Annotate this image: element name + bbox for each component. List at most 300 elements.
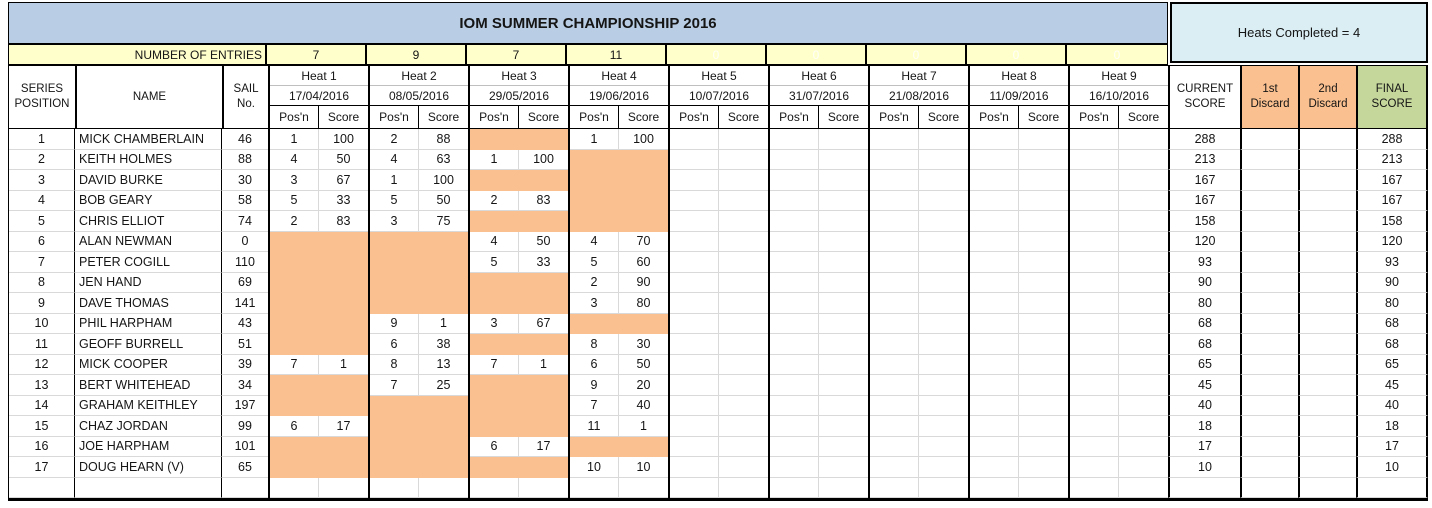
cell-heat-1-score[interactable] xyxy=(319,478,368,499)
cell-final-score[interactable]: 68 xyxy=(1356,334,1428,355)
cell-heat-4-score[interactable]: 50 xyxy=(619,355,668,376)
heat-9-posn-header[interactable]: Pos'n xyxy=(1070,106,1119,128)
entries-count-heat-4[interactable]: 11 xyxy=(567,45,667,64)
cell-heat-3-score[interactable]: 100 xyxy=(519,150,568,171)
cell-heat-3-posn[interactable]: 4 xyxy=(470,232,519,253)
cell-heat-8-posn[interactable] xyxy=(970,457,1019,478)
cell-name[interactable] xyxy=(75,478,222,499)
cell-final-score[interactable]: 80 xyxy=(1356,293,1428,314)
cell-heat-5-score[interactable] xyxy=(719,129,768,150)
cell-heat-8-posn[interactable] xyxy=(970,478,1019,499)
cell-heat-5-score[interactable] xyxy=(719,170,768,191)
heat-8-name[interactable]: Heat 8 xyxy=(970,66,1068,86)
heat-4-name[interactable]: Heat 4 xyxy=(570,66,668,86)
cell-heat-2-blocked[interactable] xyxy=(370,457,468,478)
cell-current-score[interactable]: 10 xyxy=(1168,457,1240,478)
cell-heat-3-posn[interactable]: 1 xyxy=(470,150,519,171)
cell-series-position[interactable]: 2 xyxy=(9,150,75,171)
cell-heat-6-posn[interactable] xyxy=(770,273,819,294)
cell-heat-4-blocked[interactable] xyxy=(570,437,668,458)
cell-heat-9-score[interactable] xyxy=(1119,437,1168,458)
cell-heat-6-posn[interactable] xyxy=(770,334,819,355)
cell-heat-7-posn[interactable] xyxy=(870,191,919,212)
cell-heat-1-blocked[interactable] xyxy=(270,293,368,314)
cell-heat-1-score[interactable]: 100 xyxy=(319,129,368,150)
cell-heat-3-posn[interactable]: 5 xyxy=(470,252,519,273)
cell-first-discard[interactable] xyxy=(1240,396,1298,417)
cell-heat-6-score[interactable] xyxy=(819,334,868,355)
cell-heat-1-posn[interactable]: 5 xyxy=(270,191,319,212)
cell-heat-3-score[interactable]: 1 xyxy=(519,355,568,376)
cell-heat-1-posn[interactable]: 4 xyxy=(270,150,319,171)
cell-heat-2-posn[interactable]: 9 xyxy=(370,314,419,335)
cell-heat-4-posn[interactable]: 9 xyxy=(570,375,619,396)
cell-heat-6-score[interactable] xyxy=(819,314,868,335)
cell-heat-7-posn[interactable] xyxy=(870,170,919,191)
cell-heat-5-posn[interactable] xyxy=(670,293,719,314)
cell-heat-4-posn[interactable]: 8 xyxy=(570,334,619,355)
cell-current-score[interactable]: 167 xyxy=(1168,170,1240,191)
cell-heat-5-posn[interactable] xyxy=(670,355,719,376)
cell-heat-6-score[interactable] xyxy=(819,252,868,273)
cell-heat-7-score[interactable] xyxy=(919,478,968,499)
cell-heat-9-score[interactable] xyxy=(1119,191,1168,212)
cell-first-discard[interactable] xyxy=(1240,416,1298,437)
cell-sail-no[interactable]: 141 xyxy=(222,293,268,314)
cell-heat-2-posn[interactable]: 8 xyxy=(370,355,419,376)
heat-8-date[interactable]: 11/09/2016 xyxy=(970,86,1068,106)
cell-heat-7-posn[interactable] xyxy=(870,457,919,478)
cell-second-discard[interactable] xyxy=(1298,314,1356,335)
heat-9-score-header[interactable]: Score xyxy=(1127,110,1160,124)
cell-heat-3-posn[interactable]: 3 xyxy=(470,314,519,335)
heat-4-posn-header[interactable]: Pos'n xyxy=(570,106,619,128)
cell-sail-no[interactable] xyxy=(222,478,268,499)
cell-heat-5-posn[interactable] xyxy=(670,232,719,253)
cell-series-position[interactable]: 1 xyxy=(9,129,75,150)
entries-count-heat-8[interactable]: 0 xyxy=(967,45,1067,64)
cell-heat-5-score[interactable] xyxy=(719,478,768,499)
cell-name[interactable]: DOUG HEARN (V) xyxy=(75,457,222,478)
heat-5-score-header[interactable]: Score xyxy=(727,110,760,124)
cell-heat-5-score[interactable] xyxy=(719,396,768,417)
cell-heat-2-score[interactable]: 50 xyxy=(419,191,468,212)
cell-heat-6-posn[interactable] xyxy=(770,478,819,499)
cell-sail-no[interactable]: 197 xyxy=(222,396,268,417)
cell-heat-9-posn[interactable] xyxy=(1070,478,1119,499)
cell-current-score[interactable]: 18 xyxy=(1168,416,1240,437)
cell-heat-5-score[interactable] xyxy=(719,334,768,355)
cell-second-discard[interactable] xyxy=(1298,129,1356,150)
cell-heat-3-blocked[interactable] xyxy=(470,334,568,355)
cell-heat-5-posn[interactable] xyxy=(670,457,719,478)
series-position-header[interactable]: SERIES POSITION xyxy=(8,65,75,129)
cell-series-position[interactable]: 14 xyxy=(9,396,75,417)
cell-heat-5-score[interactable] xyxy=(719,293,768,314)
cell-sail-no[interactable]: 74 xyxy=(222,211,268,232)
cell-heat-2-score[interactable]: 13 xyxy=(419,355,468,376)
cell-series-position[interactable]: 15 xyxy=(9,416,75,437)
heat-3-name[interactable]: Heat 3 xyxy=(470,66,568,86)
cell-final-score[interactable]: 65 xyxy=(1356,355,1428,376)
cell-series-position[interactable]: 6 xyxy=(9,232,75,253)
cell-heat-3-score[interactable] xyxy=(519,478,568,499)
cell-heat-8-score[interactable] xyxy=(1019,293,1068,314)
sail-no-header[interactable]: SAIL No. xyxy=(222,65,268,129)
heat-5-posn-header[interactable]: Pos'n xyxy=(670,106,719,128)
cell-final-score[interactable]: 120 xyxy=(1356,232,1428,253)
cell-heat-1-blocked[interactable] xyxy=(270,314,368,335)
cell-heat-8-score[interactable] xyxy=(1019,129,1068,150)
cell-sail-no[interactable]: 88 xyxy=(222,150,268,171)
cell-heat-7-posn[interactable] xyxy=(870,416,919,437)
cell-heat-6-posn[interactable] xyxy=(770,437,819,458)
heat-7-posn-header[interactable]: Pos'n xyxy=(870,106,919,128)
cell-heat-2-posn[interactable]: 2 xyxy=(370,129,419,150)
cell-final-score[interactable]: 17 xyxy=(1356,437,1428,458)
cell-heat-9-posn[interactable] xyxy=(1070,211,1119,232)
cell-series-position[interactable]: 10 xyxy=(9,314,75,335)
cell-first-discard[interactable] xyxy=(1240,191,1298,212)
cell-sail-no[interactable]: 101 xyxy=(222,437,268,458)
cell-heat-3-blocked[interactable] xyxy=(470,396,568,417)
cell-heat-1-blocked[interactable] xyxy=(270,334,368,355)
cell-second-discard[interactable] xyxy=(1298,396,1356,417)
cell-heat-9-posn[interactable] xyxy=(1070,273,1119,294)
entries-count-heat-1[interactable]: 7 xyxy=(267,45,367,64)
cell-heat-4-blocked[interactable] xyxy=(570,191,668,212)
cell-series-position[interactable]: 4 xyxy=(9,191,75,212)
cell-final-score[interactable]: 10 xyxy=(1356,457,1428,478)
cell-heat-7-score[interactable] xyxy=(919,129,968,150)
cell-heat-4-posn[interactable]: 11 xyxy=(570,416,619,437)
cell-heat-9-posn[interactable] xyxy=(1070,334,1119,355)
cell-heat-9-score[interactable] xyxy=(1119,314,1168,335)
cell-sail-no[interactable]: 110 xyxy=(222,252,268,273)
heat-7-name[interactable]: Heat 7 xyxy=(870,66,968,86)
cell-heat-4-posn[interactable]: 1 xyxy=(570,129,619,150)
cell-heat-4-posn[interactable]: 6 xyxy=(570,355,619,376)
cell-heat-7-score[interactable] xyxy=(919,396,968,417)
cell-heat-8-score[interactable] xyxy=(1019,252,1068,273)
cell-heat-2-score[interactable]: 25 xyxy=(419,375,468,396)
cell-heat-6-score[interactable] xyxy=(819,129,868,150)
cell-heat-3-blocked[interactable] xyxy=(470,129,568,150)
cell-final-score[interactable]: 288 xyxy=(1356,129,1428,150)
cell-heat-1-posn[interactable]: 1 xyxy=(270,129,319,150)
cell-heat-1-score[interactable]: 50 xyxy=(319,150,368,171)
cell-sail-no[interactable]: 69 xyxy=(222,273,268,294)
entries-count-heat-7[interactable]: 0 xyxy=(867,45,967,64)
cell-current-score[interactable]: 68 xyxy=(1168,334,1240,355)
cell-heat-3-blocked[interactable] xyxy=(470,273,568,294)
cell-name[interactable]: GEOFF BURRELL xyxy=(75,334,222,355)
cell-heat-5-score[interactable] xyxy=(719,375,768,396)
cell-name[interactable]: ALAN NEWMAN xyxy=(75,232,222,253)
cell-name[interactable]: KEITH HOLMES xyxy=(75,150,222,171)
heat-3-posn-header[interactable]: Pos'n xyxy=(470,106,519,128)
cell-heat-9-score[interactable] xyxy=(1119,232,1168,253)
cell-current-score[interactable]: 40 xyxy=(1168,396,1240,417)
cell-first-discard[interactable] xyxy=(1240,129,1298,150)
cell-series-position[interactable]: 8 xyxy=(9,273,75,294)
cell-heat-6-score[interactable] xyxy=(819,211,868,232)
cell-heat-8-score[interactable] xyxy=(1019,334,1068,355)
entries-count-heat-9[interactable]: 0 xyxy=(1113,47,1121,62)
cell-heat-6-posn[interactable] xyxy=(770,396,819,417)
cell-final-score[interactable]: 18 xyxy=(1356,416,1428,437)
cell-final-score[interactable]: 90 xyxy=(1356,273,1428,294)
cell-heat-4-posn[interactable]: 7 xyxy=(570,396,619,417)
cell-heat-7-posn[interactable] xyxy=(870,314,919,335)
cell-heat-2-posn[interactable]: 1 xyxy=(370,170,419,191)
cell-first-discard[interactable] xyxy=(1240,375,1298,396)
cell-heat-8-score[interactable] xyxy=(1019,273,1068,294)
cell-heat-1-posn[interactable]: 6 xyxy=(270,416,319,437)
cell-heat-6-score[interactable] xyxy=(819,232,868,253)
cell-heat-2-blocked[interactable] xyxy=(370,416,468,437)
current-score-header[interactable]: CURRENT SCORE xyxy=(1168,65,1240,129)
cell-heat-9-score[interactable] xyxy=(1119,375,1168,396)
cell-final-score[interactable]: 68 xyxy=(1356,314,1428,335)
heat-4-date[interactable]: 19/06/2016 xyxy=(570,86,668,106)
cell-heat-2-posn[interactable]: 7 xyxy=(370,375,419,396)
cell-heat-7-score[interactable] xyxy=(919,416,968,437)
cell-heat-9-score[interactable] xyxy=(1119,416,1168,437)
cell-final-score[interactable]: 167 xyxy=(1356,191,1428,212)
cell-current-score[interactable]: 17 xyxy=(1168,437,1240,458)
cell-heat-3-blocked[interactable] xyxy=(470,416,568,437)
cell-heat-4-score[interactable]: 100 xyxy=(619,129,668,150)
cell-heat-6-posn[interactable] xyxy=(770,170,819,191)
cell-heat-9-posn[interactable] xyxy=(1070,150,1119,171)
cell-first-discard[interactable] xyxy=(1240,293,1298,314)
cell-heat-6-posn[interactable] xyxy=(770,457,819,478)
cell-name[interactable]: MICK COOPER xyxy=(75,355,222,376)
cell-heat-7-posn[interactable] xyxy=(870,437,919,458)
cell-heat-8-posn[interactable] xyxy=(970,375,1019,396)
cell-heat-9-posn[interactable] xyxy=(1070,396,1119,417)
cell-current-score[interactable]: 167 xyxy=(1168,191,1240,212)
heat-6-posn-header[interactable]: Pos'n xyxy=(770,106,819,128)
cell-heat-7-posn[interactable] xyxy=(870,150,919,171)
cell-heat-8-score[interactable] xyxy=(1019,314,1068,335)
cell-heat-8-posn[interactable] xyxy=(970,129,1019,150)
cell-heat-3-score[interactable]: 33 xyxy=(519,252,568,273)
cell-heat-1-posn[interactable]: 7 xyxy=(270,355,319,376)
cell-heat-7-posn[interactable] xyxy=(870,293,919,314)
cell-heat-5-posn[interactable] xyxy=(670,334,719,355)
cell-heat-8-posn[interactable] xyxy=(970,314,1019,335)
cell-final-score[interactable]: 40 xyxy=(1356,396,1428,417)
cell-final-score[interactable]: 158 xyxy=(1356,211,1428,232)
cell-heat-2-posn[interactable]: 4 xyxy=(370,150,419,171)
cell-heat-6-score[interactable] xyxy=(819,273,868,294)
heat-5-name[interactable]: Heat 5 xyxy=(670,66,768,86)
cell-heat-4-posn[interactable]: 4 xyxy=(570,232,619,253)
cell-current-score[interactable]: 65 xyxy=(1168,355,1240,376)
heat-6-score-header[interactable]: Score xyxy=(827,110,860,124)
heat-3-score-header[interactable]: Score xyxy=(527,110,560,124)
cell-first-discard[interactable] xyxy=(1240,334,1298,355)
cell-sail-no[interactable]: 51 xyxy=(222,334,268,355)
cell-heat-6-posn[interactable] xyxy=(770,191,819,212)
cell-heat-5-score[interactable] xyxy=(719,232,768,253)
cell-heat-2-score[interactable]: 1 xyxy=(419,314,468,335)
cell-heat-6-posn[interactable] xyxy=(770,252,819,273)
title-cell[interactable]: IOM SUMMER CHAMPIONSHIP 2016 xyxy=(8,2,1168,44)
cell-sail-no[interactable]: 39 xyxy=(222,355,268,376)
cell-heat-8-score[interactable] xyxy=(1019,355,1068,376)
cell-heat-2-posn[interactable]: 3 xyxy=(370,211,419,232)
cell-series-position[interactable]: 17 xyxy=(9,457,75,478)
cell-heat-1-posn[interactable]: 2 xyxy=(270,211,319,232)
cell-heat-9-score[interactable] xyxy=(1119,293,1168,314)
cell-heat-3-blocked[interactable] xyxy=(470,170,568,191)
cell-heat-1-blocked[interactable] xyxy=(270,457,368,478)
cell-heat-9-posn[interactable] xyxy=(1070,232,1119,253)
cell-current-score[interactable]: 45 xyxy=(1168,375,1240,396)
cell-final-score[interactable] xyxy=(1356,478,1428,499)
cell-heat-8-score[interactable] xyxy=(1019,396,1068,417)
cell-series-position[interactable]: 16 xyxy=(9,437,75,458)
cell-heat-1-blocked[interactable] xyxy=(270,252,368,273)
cell-current-score[interactable]: 158 xyxy=(1168,211,1240,232)
cell-heat-1-score[interactable]: 83 xyxy=(319,211,368,232)
cell-heat-5-posn[interactable] xyxy=(670,191,719,212)
cell-heat-2-blocked[interactable] xyxy=(370,437,468,458)
second-discard-header[interactable]: 2nd Discard xyxy=(1298,65,1356,129)
cell-series-position[interactable]: 7 xyxy=(9,252,75,273)
cell-heat-9-posn[interactable] xyxy=(1070,437,1119,458)
cell-second-discard[interactable] xyxy=(1298,273,1356,294)
cell-name[interactable]: MICK CHAMBERLAIN xyxy=(75,129,222,150)
cell-heat-6-score[interactable] xyxy=(819,396,868,417)
cell-name[interactable]: GRAHAM KEITHLEY xyxy=(75,396,222,417)
cell-heat-9-posn[interactable] xyxy=(1070,457,1119,478)
cell-heat-7-posn[interactable] xyxy=(870,232,919,253)
heat-6-name[interactable]: Heat 6 xyxy=(770,66,868,86)
cell-heat-9-score[interactable] xyxy=(1119,478,1168,499)
cell-heat-8-score[interactable] xyxy=(1019,437,1068,458)
cell-heat-6-score[interactable] xyxy=(819,191,868,212)
cell-current-score[interactable]: 90 xyxy=(1168,273,1240,294)
cell-sail-no[interactable]: 99 xyxy=(222,416,268,437)
heat-8-score-header[interactable]: Score xyxy=(1027,110,1060,124)
cell-heat-7-score[interactable] xyxy=(919,437,968,458)
cell-heat-3-score[interactable]: 17 xyxy=(519,437,568,458)
cell-heat-4-score[interactable] xyxy=(619,478,668,499)
cell-second-discard[interactable] xyxy=(1298,232,1356,253)
cell-current-score[interactable]: 288 xyxy=(1168,129,1240,150)
cell-heat-4-score[interactable]: 90 xyxy=(619,273,668,294)
cell-series-position[interactable]: 3 xyxy=(9,170,75,191)
cell-series-position[interactable]: 5 xyxy=(9,211,75,232)
cell-heat-2-score[interactable]: 38 xyxy=(419,334,468,355)
cell-heat-9-posn[interactable] xyxy=(1070,252,1119,273)
cell-heat-7-score[interactable] xyxy=(919,211,968,232)
cell-heat-5-posn[interactable] xyxy=(670,170,719,191)
cell-heat-1-blocked[interactable] xyxy=(270,273,368,294)
cell-series-position[interactable]: 11 xyxy=(9,334,75,355)
cell-second-discard[interactable] xyxy=(1298,170,1356,191)
cell-first-discard[interactable] xyxy=(1240,252,1298,273)
cell-heat-5-score[interactable] xyxy=(719,252,768,273)
cell-heat-2-score[interactable]: 88 xyxy=(419,129,468,150)
cell-heat-8-score[interactable] xyxy=(1019,170,1068,191)
cell-second-discard[interactable] xyxy=(1298,416,1356,437)
cell-heat-9-score[interactable] xyxy=(1119,334,1168,355)
cell-heat-5-posn[interactable] xyxy=(670,252,719,273)
cell-second-discard[interactable] xyxy=(1298,211,1356,232)
heat-8-posn-header[interactable]: Pos'n xyxy=(970,106,1019,128)
cell-heat-8-posn[interactable] xyxy=(970,191,1019,212)
cell-heat-9-score[interactable] xyxy=(1119,396,1168,417)
cell-heat-1-score[interactable]: 33 xyxy=(319,191,368,212)
cell-heat-6-posn[interactable] xyxy=(770,314,819,335)
cell-heat-9-score[interactable] xyxy=(1119,273,1168,294)
heat-2-name[interactable]: Heat 2 xyxy=(370,66,468,86)
cell-heat-6-score[interactable] xyxy=(819,293,868,314)
cell-final-score[interactable]: 167 xyxy=(1356,170,1428,191)
heat-2-score-header[interactable]: Score xyxy=(427,110,460,124)
cell-heat-4-score[interactable]: 60 xyxy=(619,252,668,273)
cell-heat-5-score[interactable] xyxy=(719,314,768,335)
cell-sail-no[interactable]: 65 xyxy=(222,457,268,478)
cell-heat-8-score[interactable] xyxy=(1019,478,1068,499)
cell-heat-6-score[interactable] xyxy=(819,375,868,396)
cell-heat-9-score[interactable] xyxy=(1119,355,1168,376)
heat-9-name[interactable]: Heat 9 xyxy=(1070,66,1168,86)
cell-heat-5-posn[interactable] xyxy=(670,396,719,417)
cell-heat-2-score[interactable]: 63 xyxy=(419,150,468,171)
cell-second-discard[interactable] xyxy=(1298,334,1356,355)
cell-current-score[interactable]: 120 xyxy=(1168,232,1240,253)
cell-name[interactable]: PETER COGILL xyxy=(75,252,222,273)
cell-heat-9-score[interactable] xyxy=(1119,129,1168,150)
cell-heat-4-score[interactable]: 10 xyxy=(619,457,668,478)
cell-heat-3-blocked[interactable] xyxy=(470,211,568,232)
cell-heat-8-score[interactable] xyxy=(1019,457,1068,478)
cell-sail-no[interactable]: 30 xyxy=(222,170,268,191)
cell-heat-6-posn[interactable] xyxy=(770,355,819,376)
cell-heat-2-score[interactable]: 75 xyxy=(419,211,468,232)
cell-first-discard[interactable] xyxy=(1240,211,1298,232)
cell-heat-4-blocked[interactable] xyxy=(570,170,668,191)
cell-heat-9-score[interactable] xyxy=(1119,252,1168,273)
cell-heat-3-posn[interactable] xyxy=(470,478,519,499)
final-score-header[interactable]: FINAL SCORE xyxy=(1356,65,1428,129)
cell-heat-7-posn[interactable] xyxy=(870,252,919,273)
cell-current-score[interactable]: 213 xyxy=(1168,150,1240,171)
cell-heat-6-score[interactable] xyxy=(819,478,868,499)
cell-heat-2-blocked[interactable] xyxy=(370,252,468,273)
cell-second-discard[interactable] xyxy=(1298,478,1356,499)
cell-heat-8-score[interactable] xyxy=(1019,211,1068,232)
cell-heat-7-score[interactable] xyxy=(919,150,968,171)
cell-heat-6-posn[interactable] xyxy=(770,375,819,396)
cell-heat-1-blocked[interactable] xyxy=(270,375,368,396)
cell-heat-1-blocked[interactable] xyxy=(270,437,368,458)
cell-heat-1-score[interactable]: 1 xyxy=(319,355,368,376)
cell-heat-1-score[interactable]: 67 xyxy=(319,170,368,191)
cell-heat-5-posn[interactable] xyxy=(670,437,719,458)
cell-heat-8-score[interactable] xyxy=(1019,416,1068,437)
cell-heat-3-blocked[interactable] xyxy=(470,293,568,314)
cell-heat-1-blocked[interactable] xyxy=(270,232,368,253)
cell-series-position[interactable]: 12 xyxy=(9,355,75,376)
heat-2-posn-header[interactable]: Pos'n xyxy=(370,106,419,128)
